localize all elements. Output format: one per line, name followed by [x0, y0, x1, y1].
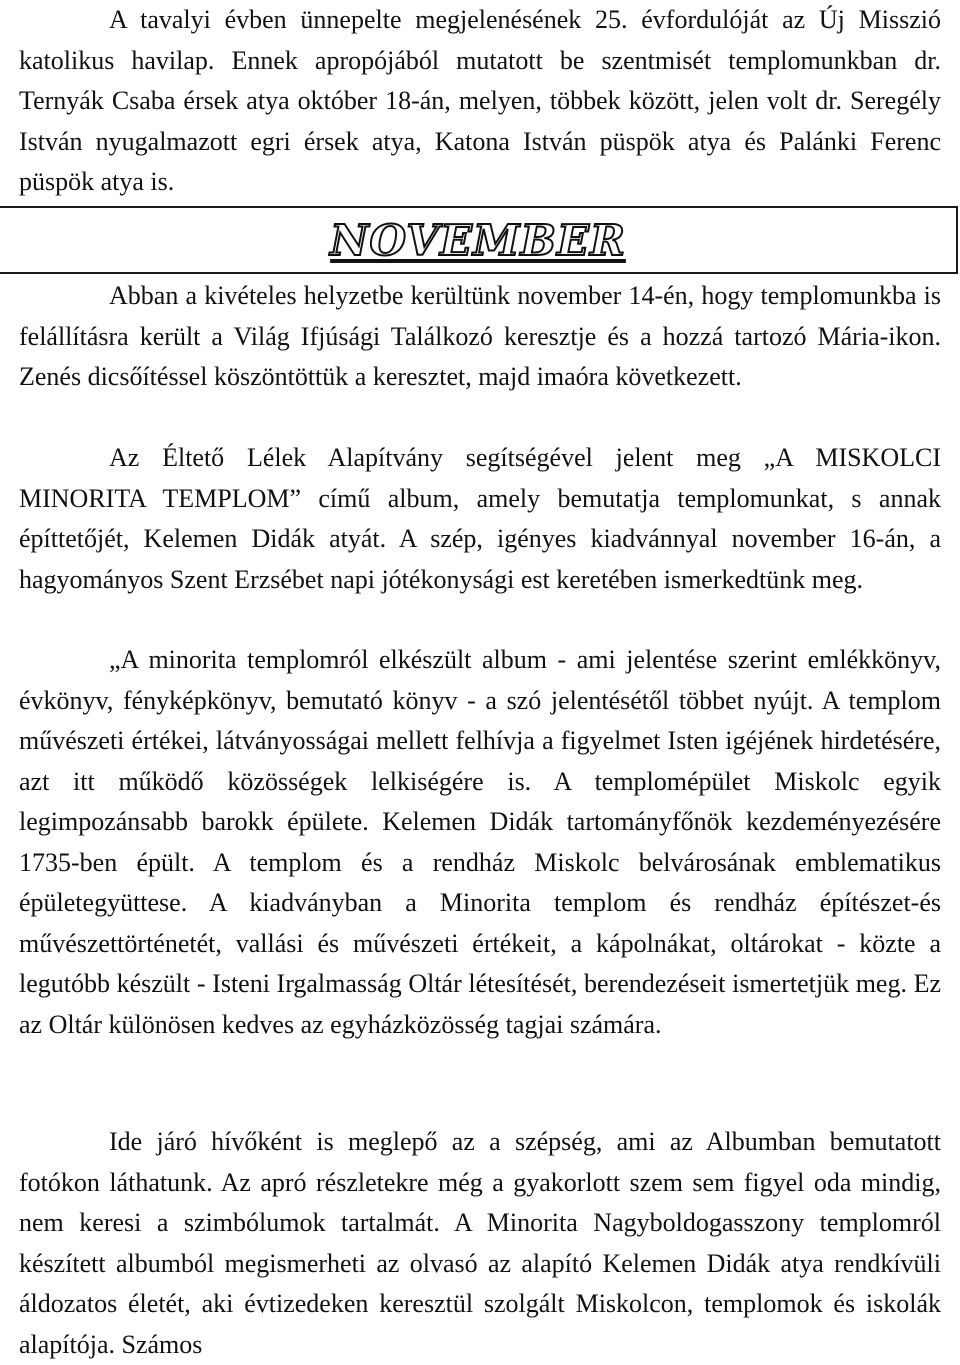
- paragraph-album-reflection: Ide járó hívőként is meglepő az a szépség, ami az Albumban bemutatott fotókon láthatunk. Az apró részletekre még a gyakorlott szem sem figyel oda mindig, nem keresi a szimbólumok tartalmát. A Minorita Nagyboldogasszony templomról készített albumból megismerheti az olvasó az alapító Kelemen Didák atya rendkívüli áldozatos életét, aki évtizedeken keresztül szolgált Miskolcon, templomok és iskolák alapítója. Számos: [19, 1127, 941, 1359]
- intro-paragraph: A tavalyi évben ünnepelte megjelenésének 25. évfordulóját az Új Misszió katolikus havilap. Ennek apropójából mutatott be szentmisét templomunkban dr. Ternyák Csaba érsek atya október 18-án, melyen, többek között, jelen volt dr. Seregély István nyugalmazott egri érsek atya, Katona István püspök atya és Palánki Ferenc püspök atya is.: [19, 5, 941, 196]
- section-heading: NOVEMBER: [330, 216, 626, 265]
- section-banner: [0, 206, 958, 274]
- paragraph-wyd-cross: Abban a kivételes helyzetbe kerültünk november 14-én, hogy templomunkba is felállításra került a Világ Ifjúsági Találkozó keresztje és a hozzá tartozó Mária-ikon. Zenés dicsőítéssel köszöntöttük a keresztet, majd imaóra következett.: [19, 281, 941, 391]
- paragraph-album-quote: „A minorita templomról elkészült album - ami jelentése szerint emlékkönyv, évkönyv, fényképkönyv, bemutató könyv - a szó jelentésétől többet nyújt. A templom művészeti értékei, látványosságai mellett felhívja a figyelmet Isten igéjének hirdetésére, azt itt működő közösségek lelkiségére is. A templomépület Miskolc egyik legimpozánsabb barokk épülete. Kelemen Didák tartományfőnök kezdeményezésére 1735-ben épült. A templom és a rendház Miskolc belvárosának emblematikus épületegyüttese. A kiadványban a Minorita templom és rendház építészet-és művészettörténetét, vallási és művészeti értékeit, a kápolnákat, oltárokat - közte a legutóbb készült - Isteni Irgalmasság Oltár létesítését, berendezéseit ismertetjük meg. Ez az Oltár különösen kedves az egyházközösség tagjai számára.: [19, 645, 941, 1039]
- paragraph-album-release: Az Éltető Lélek Alapítvány segítségével jelent meg „A MISKOLCI MINORITA TEMPLOM” című album, amely bemutatja templomunkat, s annak építtetőjét, Kelemen Didák atyát. A szép, igényes kiadvánnyal november 16-án, a hagyományos Szent Erzsébet napi jótékonysági est keretében ismerkedtünk meg.: [19, 443, 941, 594]
